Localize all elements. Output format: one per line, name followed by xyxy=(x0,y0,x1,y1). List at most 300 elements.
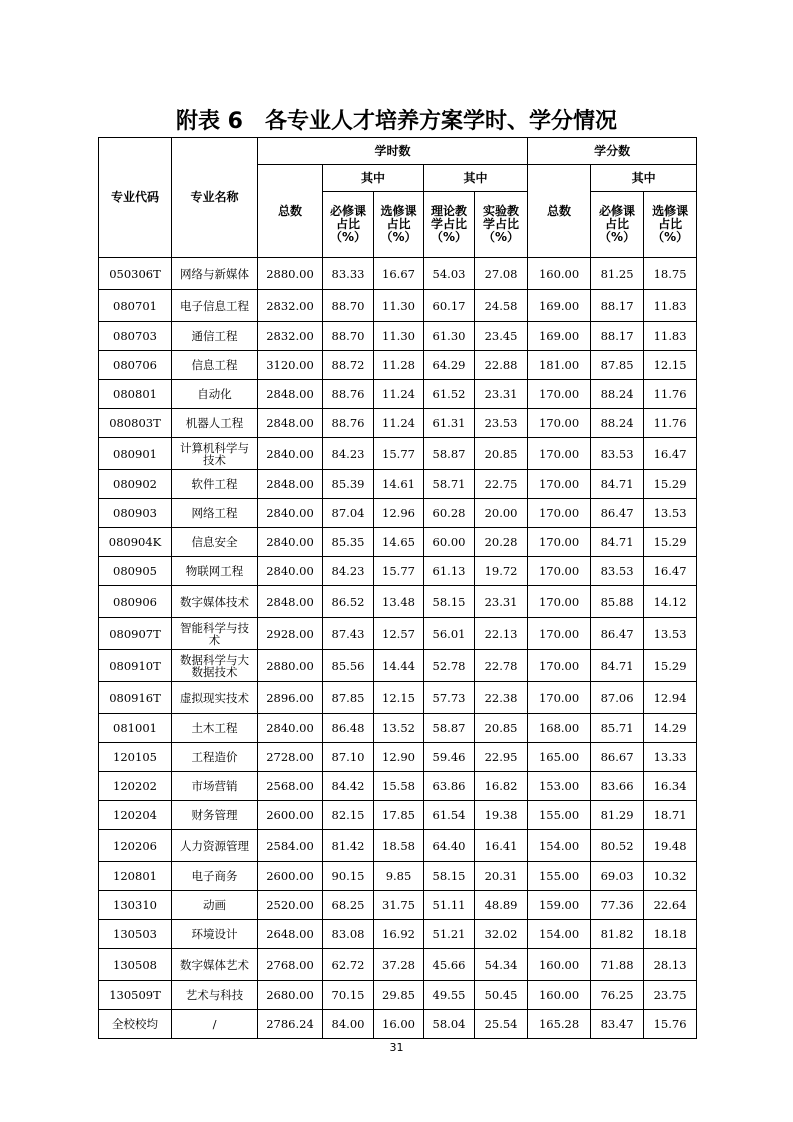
cell-name: 数据科学与大数据技术 xyxy=(172,650,258,682)
cell-theory: 59.46 xyxy=(424,743,475,772)
cell-code: 120206 xyxy=(99,830,172,862)
cell-theory: 58.87 xyxy=(424,438,475,470)
table-row xyxy=(99,409,697,438)
cell-name: 数字媒体艺术 xyxy=(172,949,258,981)
cell-compulsory-credits: 86.67 xyxy=(591,743,644,772)
cell-hours-total: 3120.00 xyxy=(258,351,323,380)
cell-code: 080701 xyxy=(99,290,172,322)
cell-elective-credits: 22.64 xyxy=(644,891,697,920)
cell-hours-total: 2600.00 xyxy=(258,862,323,891)
cell-name: 土木工程 xyxy=(172,714,258,743)
cell-compulsory-credits: 69.03 xyxy=(591,862,644,891)
cell-compulsory-hours: 87.10 xyxy=(323,743,374,772)
cell-compulsory-credits: 84.71 xyxy=(591,470,644,499)
cell-credits-total: 170.00 xyxy=(528,618,591,650)
table-row xyxy=(99,618,697,650)
header-compulsory-hours: 必修课占比（%） xyxy=(323,192,374,258)
cell-practice: 24.58 xyxy=(475,290,528,322)
cell-elective-credits: 12.94 xyxy=(644,682,697,714)
cell-compulsory-credits: 88.17 xyxy=(591,322,644,351)
cell-compulsory-credits: 81.25 xyxy=(591,258,644,290)
cell-credits-total: 170.00 xyxy=(528,438,591,470)
cell-name: 自动化 xyxy=(172,380,258,409)
cell-credits-total: 155.00 xyxy=(528,862,591,891)
cell-hours-total: 2584.00 xyxy=(258,830,323,862)
table-row xyxy=(99,891,697,920)
cell-elective-credits: 10.32 xyxy=(644,862,697,891)
header-hours-sub1: 其中 xyxy=(323,165,424,192)
cell-compulsory-hours: 85.39 xyxy=(323,470,374,499)
cell-elective-credits: 19.48 xyxy=(644,830,697,862)
cell-compulsory-hours: 88.72 xyxy=(323,351,374,380)
cell-theory: 51.21 xyxy=(424,920,475,949)
cell-credits-total: 170.00 xyxy=(528,557,591,586)
cell-practice: 20.85 xyxy=(475,438,528,470)
cell-practice: 16.41 xyxy=(475,830,528,862)
cell-name: 数字媒体技术 xyxy=(172,586,258,618)
cell-practice: 23.31 xyxy=(475,586,528,618)
cell-hours-total: 2600.00 xyxy=(258,801,323,830)
cell-elective-credits: 18.18 xyxy=(644,920,697,949)
cell-hours-total: 2568.00 xyxy=(258,772,323,801)
cell-elective-hours: 9.85 xyxy=(374,862,424,891)
cell-compulsory-hours: 90.15 xyxy=(323,862,374,891)
cell-credits-total: 170.00 xyxy=(528,528,591,557)
cell-code: 130503 xyxy=(99,920,172,949)
table-row xyxy=(99,1010,697,1039)
cell-code: 080902 xyxy=(99,470,172,499)
cell-code: 080904K xyxy=(99,528,172,557)
header-credits-sub: 其中 xyxy=(591,165,697,192)
cell-elective-credits: 14.12 xyxy=(644,586,697,618)
header-theory: 理论教学占比（%） xyxy=(424,192,475,258)
cell-credits-total: 169.00 xyxy=(528,322,591,351)
table-row xyxy=(99,862,697,891)
table-row xyxy=(99,949,697,981)
cell-theory: 52.78 xyxy=(424,650,475,682)
cell-credits-total: 153.00 xyxy=(528,772,591,801)
cell-credits-total: 154.00 xyxy=(528,830,591,862)
table-row xyxy=(99,470,697,499)
cell-credits-total: 155.00 xyxy=(528,801,591,830)
cell-elective-hours: 11.24 xyxy=(374,380,424,409)
table-row xyxy=(99,920,697,949)
cell-elective-credits: 13.53 xyxy=(644,618,697,650)
cell-elective-hours: 16.67 xyxy=(374,258,424,290)
cell-elective-credits: 11.83 xyxy=(644,290,697,322)
cell-practice: 19.72 xyxy=(475,557,528,586)
cell-hours-total: 2848.00 xyxy=(258,380,323,409)
cell-name: 信息工程 xyxy=(172,351,258,380)
cell-compulsory-credits: 83.66 xyxy=(591,772,644,801)
cell-theory: 60.28 xyxy=(424,499,475,528)
cell-compulsory-hours: 82.15 xyxy=(323,801,374,830)
cell-name: 市场营销 xyxy=(172,772,258,801)
cell-credits-total: 168.00 xyxy=(528,714,591,743)
cell-hours-total: 2768.00 xyxy=(258,949,323,981)
cell-name: 人力资源管理 xyxy=(172,830,258,862)
header-hours-sub2: 其中 xyxy=(424,165,528,192)
cell-theory: 61.54 xyxy=(424,801,475,830)
cell-theory: 57.73 xyxy=(424,682,475,714)
table-row xyxy=(99,772,697,801)
cell-code: 全校校均 xyxy=(99,1010,172,1039)
cell-hours-total: 2848.00 xyxy=(258,409,323,438)
cell-compulsory-hours: 88.70 xyxy=(323,322,374,351)
header-credits-group: 学分数 xyxy=(528,138,697,165)
cell-compulsory-credits: 87.85 xyxy=(591,351,644,380)
cell-hours-total: 2848.00 xyxy=(258,470,323,499)
cell-elective-hours: 12.15 xyxy=(374,682,424,714)
cell-hours-total: 2840.00 xyxy=(258,438,323,470)
cell-hours-total: 2648.00 xyxy=(258,920,323,949)
table-row xyxy=(99,528,697,557)
cell-practice: 22.38 xyxy=(475,682,528,714)
cell-theory: 64.40 xyxy=(424,830,475,862)
cell-practice: 20.85 xyxy=(475,714,528,743)
cell-practice: 50.45 xyxy=(475,981,528,1010)
cell-credits-total: 170.00 xyxy=(528,470,591,499)
cell-practice: 23.31 xyxy=(475,380,528,409)
cell-name: 物联网工程 xyxy=(172,557,258,586)
cell-theory: 60.00 xyxy=(424,528,475,557)
cell-code: 080907T xyxy=(99,618,172,650)
cell-name: 软件工程 xyxy=(172,470,258,499)
table-row xyxy=(99,801,697,830)
cell-compulsory-hours: 62.72 xyxy=(323,949,374,981)
cell-practice: 48.89 xyxy=(475,891,528,920)
cell-practice: 22.95 xyxy=(475,743,528,772)
cell-compulsory-hours: 87.04 xyxy=(323,499,374,528)
cell-code: 080803T xyxy=(99,409,172,438)
cell-compulsory-hours: 87.43 xyxy=(323,618,374,650)
cell-credits-total: 154.00 xyxy=(528,920,591,949)
cell-practice: 20.00 xyxy=(475,499,528,528)
cell-practice: 25.54 xyxy=(475,1010,528,1039)
cell-compulsory-credits: 86.47 xyxy=(591,618,644,650)
cell-name: 网络工程 xyxy=(172,499,258,528)
cell-elective-hours: 12.90 xyxy=(374,743,424,772)
cell-theory: 64.29 xyxy=(424,351,475,380)
cell-theory: 61.31 xyxy=(424,409,475,438)
cell-elective-credits: 15.29 xyxy=(644,528,697,557)
cell-compulsory-hours: 83.08 xyxy=(323,920,374,949)
cell-hours-total: 2832.00 xyxy=(258,290,323,322)
cell-elective-hours: 16.92 xyxy=(374,920,424,949)
table-row xyxy=(99,981,697,1010)
cell-code: 080906 xyxy=(99,586,172,618)
cell-name: 工程造价 xyxy=(172,743,258,772)
cell-name: 财务管理 xyxy=(172,801,258,830)
cell-elective-credits: 16.47 xyxy=(644,438,697,470)
page-title: 附表 6 各专业人才培养方案学时、学分情况 xyxy=(176,109,617,134)
cell-hours-total: 2840.00 xyxy=(258,499,323,528)
table-row xyxy=(99,682,697,714)
cell-hours-total: 2848.00 xyxy=(258,586,323,618)
cell-elective-credits: 11.76 xyxy=(644,380,697,409)
cell-compulsory-credits: 85.88 xyxy=(591,586,644,618)
cell-practice: 54.34 xyxy=(475,949,528,981)
cell-hours-total: 2896.00 xyxy=(258,682,323,714)
cell-hours-total: 2840.00 xyxy=(258,714,323,743)
table-body xyxy=(99,258,697,1039)
cell-credits-total: 170.00 xyxy=(528,380,591,409)
cell-elective-hours: 11.24 xyxy=(374,409,424,438)
cell-theory: 54.03 xyxy=(424,258,475,290)
page-number: 31 xyxy=(389,1041,404,1054)
cell-theory: 58.15 xyxy=(424,586,475,618)
cell-code: 120801 xyxy=(99,862,172,891)
cell-elective-credits: 14.29 xyxy=(644,714,697,743)
cell-code: 080703 xyxy=(99,322,172,351)
cell-name: 艺术与科技 xyxy=(172,981,258,1010)
cell-name: 电子信息工程 xyxy=(172,290,258,322)
cell-theory: 61.30 xyxy=(424,322,475,351)
cell-hours-total: 2680.00 xyxy=(258,981,323,1010)
cell-credits-total: 169.00 xyxy=(528,290,591,322)
credit-hours-table xyxy=(98,137,697,1039)
cell-elective-hours: 14.61 xyxy=(374,470,424,499)
header-hours-group: 学时数 xyxy=(258,138,528,165)
cell-theory: 49.55 xyxy=(424,981,475,1010)
cell-elective-credits: 16.34 xyxy=(644,772,697,801)
table-row xyxy=(99,438,697,470)
cell-credits-total: 159.00 xyxy=(528,891,591,920)
cell-elective-hours: 13.48 xyxy=(374,586,424,618)
cell-code: 081001 xyxy=(99,714,172,743)
cell-elective-credits: 13.53 xyxy=(644,499,697,528)
cell-code: 080801 xyxy=(99,380,172,409)
cell-compulsory-hours: 87.85 xyxy=(323,682,374,714)
cell-name: 虚拟现实技术 xyxy=(172,682,258,714)
cell-elective-hours: 11.30 xyxy=(374,290,424,322)
cell-elective-credits: 18.71 xyxy=(644,801,697,830)
table-row xyxy=(99,290,697,322)
cell-compulsory-hours: 84.00 xyxy=(323,1010,374,1039)
cell-credits-total: 170.00 xyxy=(528,409,591,438)
cell-hours-total: 2832.00 xyxy=(258,322,323,351)
cell-credits-total: 170.00 xyxy=(528,650,591,682)
cell-compulsory-hours: 85.56 xyxy=(323,650,374,682)
cell-elective-hours: 29.85 xyxy=(374,981,424,1010)
cell-practice: 23.53 xyxy=(475,409,528,438)
cell-elective-hours: 31.75 xyxy=(374,891,424,920)
cell-elective-hours: 37.28 xyxy=(374,949,424,981)
cell-practice: 20.28 xyxy=(475,528,528,557)
cell-theory: 58.04 xyxy=(424,1010,475,1039)
cell-elective-credits: 15.29 xyxy=(644,470,697,499)
header-code: 专业代码 xyxy=(99,138,172,258)
cell-hours-total: 2880.00 xyxy=(258,650,323,682)
cell-compulsory-credits: 87.06 xyxy=(591,682,644,714)
cell-credits-total: 165.00 xyxy=(528,743,591,772)
cell-hours-total: 2786.24 xyxy=(258,1010,323,1039)
table-row xyxy=(99,743,697,772)
cell-hours-total: 2840.00 xyxy=(258,557,323,586)
cell-elective-hours: 15.77 xyxy=(374,438,424,470)
cell-code: 080901 xyxy=(99,438,172,470)
cell-code: 120204 xyxy=(99,801,172,830)
cell-compulsory-credits: 83.53 xyxy=(591,557,644,586)
cell-elective-hours: 18.58 xyxy=(374,830,424,862)
cell-credits-total: 181.00 xyxy=(528,351,591,380)
cell-credits-total: 170.00 xyxy=(528,499,591,528)
header-credits-total: 总数 xyxy=(528,165,591,258)
cell-elective-credits: 15.76 xyxy=(644,1010,697,1039)
cell-elective-hours: 15.58 xyxy=(374,772,424,801)
cell-compulsory-credits: 76.25 xyxy=(591,981,644,1010)
table-row xyxy=(99,351,697,380)
cell-name: 智能科学与技术 xyxy=(172,618,258,650)
cell-compulsory-hours: 86.48 xyxy=(323,714,374,743)
cell-elective-hours: 11.28 xyxy=(374,351,424,380)
cell-elective-hours: 11.30 xyxy=(374,322,424,351)
cell-compulsory-credits: 84.71 xyxy=(591,528,644,557)
cell-theory: 61.13 xyxy=(424,557,475,586)
cell-hours-total: 2520.00 xyxy=(258,891,323,920)
cell-compulsory-credits: 86.47 xyxy=(591,499,644,528)
cell-hours-total: 2880.00 xyxy=(258,258,323,290)
cell-credits-total: 160.00 xyxy=(528,981,591,1010)
cell-practice: 22.88 xyxy=(475,351,528,380)
cell-elective-hours: 16.00 xyxy=(374,1010,424,1039)
cell-theory: 63.86 xyxy=(424,772,475,801)
cell-compulsory-hours: 83.33 xyxy=(323,258,374,290)
cell-elective-credits: 13.33 xyxy=(644,743,697,772)
cell-name: 动画 xyxy=(172,891,258,920)
cell-elective-credits: 28.13 xyxy=(644,949,697,981)
cell-name: 环境设计 xyxy=(172,920,258,949)
cell-practice: 22.78 xyxy=(475,650,528,682)
cell-credits-total: 160.00 xyxy=(528,949,591,981)
header-compulsory-credits: 必修课占比（%） xyxy=(591,192,644,258)
cell-compulsory-hours: 85.35 xyxy=(323,528,374,557)
header-name: 专业名称 xyxy=(172,138,258,258)
cell-elective-credits: 15.29 xyxy=(644,650,697,682)
cell-compulsory-hours: 88.70 xyxy=(323,290,374,322)
cell-compulsory-hours: 81.42 xyxy=(323,830,374,862)
header-hours-total: 总数 xyxy=(258,165,323,258)
table-row xyxy=(99,830,697,862)
cell-code: 120105 xyxy=(99,743,172,772)
cell-theory: 56.01 xyxy=(424,618,475,650)
cell-code: 130508 xyxy=(99,949,172,981)
cell-credits-total: 170.00 xyxy=(528,586,591,618)
cell-compulsory-credits: 81.82 xyxy=(591,920,644,949)
table-row xyxy=(99,499,697,528)
cell-practice: 19.38 xyxy=(475,801,528,830)
cell-code: 080916T xyxy=(99,682,172,714)
cell-code: 120202 xyxy=(99,772,172,801)
cell-compulsory-credits: 84.71 xyxy=(591,650,644,682)
header-elective-hours: 选修课占比（%） xyxy=(374,192,424,258)
cell-theory: 45.66 xyxy=(424,949,475,981)
cell-elective-credits: 23.75 xyxy=(644,981,697,1010)
cell-compulsory-hours: 70.15 xyxy=(323,981,374,1010)
cell-theory: 58.87 xyxy=(424,714,475,743)
cell-compulsory-credits: 83.47 xyxy=(591,1010,644,1039)
cell-theory: 58.15 xyxy=(424,862,475,891)
table-row xyxy=(99,650,697,682)
cell-credits-total: 160.00 xyxy=(528,258,591,290)
header-practice: 实验教学占比（%） xyxy=(475,192,528,258)
cell-compulsory-hours: 88.76 xyxy=(323,380,374,409)
cell-practice: 23.45 xyxy=(475,322,528,351)
table-row xyxy=(99,258,697,290)
cell-elective-hours: 17.85 xyxy=(374,801,424,830)
cell-code: 080905 xyxy=(99,557,172,586)
cell-name: / xyxy=(172,1010,258,1039)
cell-practice: 22.75 xyxy=(475,470,528,499)
cell-elective-hours: 15.77 xyxy=(374,557,424,586)
cell-practice: 32.02 xyxy=(475,920,528,949)
cell-code: 080910T xyxy=(99,650,172,682)
table-row xyxy=(99,322,697,351)
cell-compulsory-hours: 68.25 xyxy=(323,891,374,920)
header-elective-credits: 选修课占比（%） xyxy=(644,192,697,258)
cell-compulsory-credits: 88.24 xyxy=(591,409,644,438)
cell-elective-hours: 14.65 xyxy=(374,528,424,557)
cell-elective-credits: 18.75 xyxy=(644,258,697,290)
cell-compulsory-hours: 84.23 xyxy=(323,557,374,586)
cell-compulsory-credits: 85.71 xyxy=(591,714,644,743)
cell-theory: 60.17 xyxy=(424,290,475,322)
cell-elective-credits: 11.76 xyxy=(644,409,697,438)
cell-compulsory-hours: 88.76 xyxy=(323,409,374,438)
cell-name: 机器人工程 xyxy=(172,409,258,438)
cell-name: 通信工程 xyxy=(172,322,258,351)
cell-code: 080903 xyxy=(99,499,172,528)
cell-elective-hours: 12.57 xyxy=(374,618,424,650)
cell-compulsory-credits: 83.53 xyxy=(591,438,644,470)
cell-hours-total: 2840.00 xyxy=(258,528,323,557)
cell-credits-total: 165.28 xyxy=(528,1010,591,1039)
cell-compulsory-hours: 86.52 xyxy=(323,586,374,618)
table-row xyxy=(99,586,697,618)
cell-compulsory-credits: 81.29 xyxy=(591,801,644,830)
cell-compulsory-credits: 88.24 xyxy=(591,380,644,409)
cell-compulsory-credits: 71.88 xyxy=(591,949,644,981)
cell-compulsory-credits: 80.52 xyxy=(591,830,644,862)
cell-code: 050306T xyxy=(99,258,172,290)
cell-practice: 20.31 xyxy=(475,862,528,891)
cell-compulsory-hours: 84.23 xyxy=(323,438,374,470)
cell-code: 130509T xyxy=(99,981,172,1010)
cell-credits-total: 170.00 xyxy=(528,682,591,714)
cell-theory: 58.71 xyxy=(424,470,475,499)
cell-code: 130310 xyxy=(99,891,172,920)
cell-theory: 51.11 xyxy=(424,891,475,920)
cell-elective-credits: 16.47 xyxy=(644,557,697,586)
cell-elective-hours: 14.44 xyxy=(374,650,424,682)
cell-elective-hours: 12.96 xyxy=(374,499,424,528)
cell-elective-credits: 11.83 xyxy=(644,322,697,351)
cell-theory: 61.52 xyxy=(424,380,475,409)
cell-code: 080706 xyxy=(99,351,172,380)
table-row xyxy=(99,557,697,586)
cell-practice: 27.08 xyxy=(475,258,528,290)
cell-elective-credits: 12.15 xyxy=(644,351,697,380)
cell-hours-total: 2728.00 xyxy=(258,743,323,772)
cell-practice: 16.82 xyxy=(475,772,528,801)
cell-compulsory-credits: 88.17 xyxy=(591,290,644,322)
cell-name: 计算机科学与技术 xyxy=(172,438,258,470)
table-row xyxy=(99,714,697,743)
cell-compulsory-credits: 77.36 xyxy=(591,891,644,920)
cell-name: 网络与新媒体 xyxy=(172,258,258,290)
cell-name: 电子商务 xyxy=(172,862,258,891)
cell-name: 信息安全 xyxy=(172,528,258,557)
